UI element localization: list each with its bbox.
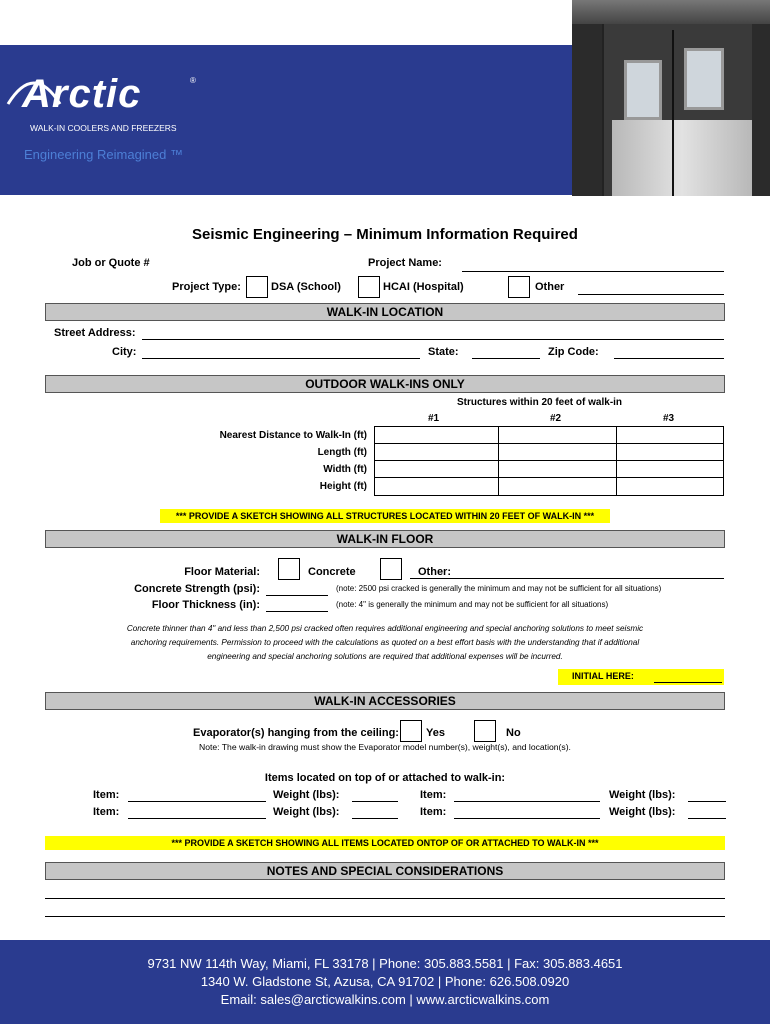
other-floor-label: Other:: [418, 566, 451, 578]
walk-in-floor-heading: WALK-IN FLOOR: [45, 530, 725, 548]
logo-wordmark: Arctic: [22, 72, 142, 116]
table-cell[interactable]: [374, 443, 499, 461]
table-cell[interactable]: [616, 443, 724, 461]
initial-here-box[interactable]: [558, 669, 724, 685]
weight-field[interactable]: [688, 801, 726, 802]
table-cell[interactable]: [498, 426, 617, 444]
weight-label: Weight (lbs):: [609, 789, 676, 801]
project-type-label: Project Type:: [172, 281, 241, 293]
other-floor-field[interactable]: [410, 578, 724, 579]
zip-code-field[interactable]: [614, 358, 724, 359]
walk-in-location-heading: WALK-IN LOCATION: [45, 303, 725, 321]
logo-registered-mark: ®: [190, 76, 196, 85]
floor-thickness-note: (note: 4" is generally the minimum and may not be sufficient for all situations): [336, 600, 609, 609]
footer: [0, 940, 770, 1024]
item-field[interactable]: [128, 818, 266, 819]
city-label: City:: [112, 346, 137, 358]
row-label-height: Height (ft): [319, 481, 367, 492]
table-cell[interactable]: [498, 443, 617, 461]
form-title: Seismic Engineering – Minimum Information Required: [192, 226, 578, 243]
item-field[interactable]: [454, 818, 600, 819]
notes-line[interactable]: [45, 916, 725, 917]
concrete-strength-label: Concrete Strength (psi):: [134, 583, 260, 595]
other-type-checkbox[interactable]: [508, 276, 530, 298]
weight-field[interactable]: [352, 818, 398, 819]
zip-code-label: Zip Code:: [548, 346, 599, 358]
column-2-header: #2: [550, 413, 562, 424]
city-field[interactable]: [142, 358, 420, 359]
walk-in-accessories-heading: WALK-IN ACCESSORIES: [45, 692, 725, 710]
item-label: Item:: [420, 806, 447, 818]
disclaimer-line: Concrete thinner than 4" and less than 2,500 psi cracked often requires additional engineering and special anchoring solutions to meet seismic: [126, 624, 644, 633]
street-address-field[interactable]: [142, 339, 724, 340]
initial-here-label: INITIAL HERE:: [572, 671, 634, 681]
project-name-field[interactable]: [462, 271, 724, 272]
hcai-hospital-checkbox[interactable]: [358, 276, 380, 298]
table-cell[interactable]: [498, 477, 617, 496]
column-1-header: #1: [428, 413, 440, 424]
evaporator-no-label: No: [506, 727, 521, 739]
table-cell[interactable]: [374, 477, 499, 496]
footer-contact[interactable]: Email: sales@arcticwalkins.com | www.arcticwalkins.com: [220, 992, 550, 1007]
item-label: Item:: [93, 806, 120, 818]
street-address-label: Street Address:: [54, 327, 136, 339]
row-label-length: Length (ft): [317, 447, 367, 458]
evaporator-label: Evaporator(s) hanging from the ceiling:: [193, 727, 399, 739]
concrete-strength-note: (note: 2500 psi cracked is generally the minimum and may not be sufficient for all situations): [336, 584, 662, 593]
floor-material-label: Floor Material:: [184, 566, 260, 578]
structures-caption: Structures within 20 feet of walk-in: [457, 397, 623, 408]
table-cell[interactable]: [616, 477, 724, 496]
other-floor-checkbox[interactable]: [380, 558, 402, 580]
table-cell[interactable]: [616, 460, 724, 478]
concrete-checkbox[interactable]: [278, 558, 300, 580]
arctic-logo: [0, 62, 230, 142]
footer-address-miami: 9731 NW 114th Way, Miami, FL 33178 | Phone: 305.883.5581 | Fax: 305.883.4651: [147, 956, 623, 971]
evaporator-yes-checkbox[interactable]: [400, 720, 422, 742]
weight-label: Weight (lbs):: [609, 806, 676, 818]
item-label: Item:: [420, 789, 447, 801]
concrete-disclaimer: [40, 622, 730, 664]
disclaimer-line: anchoring requirements. Permission to proceed with the calculations as quoted on a best effort basis with the understanding that if additional: [130, 638, 640, 647]
job-quote-label: Job or Quote #: [72, 257, 150, 269]
table-cell[interactable]: [374, 460, 499, 478]
concrete-strength-field[interactable]: [266, 595, 328, 596]
structures-sketch-notice: *** PROVIDE A SKETCH SHOWING ALL STRUCTURES LOCATED WITHIN 20 FEET OF WALK-IN ***: [160, 509, 610, 523]
table-cell[interactable]: [374, 426, 499, 444]
column-3-header: #3: [663, 413, 675, 424]
dsa-school-label: DSA (School): [271, 281, 341, 293]
row-label-width: Width (ft): [323, 464, 367, 475]
project-name-label: Project Name:: [368, 257, 442, 269]
hcai-hospital-label: HCAI (Hospital): [383, 281, 464, 293]
state-field[interactable]: [472, 358, 540, 359]
weight-label: Weight (lbs):: [273, 789, 340, 801]
slogan: Engineering Reimagined ™: [24, 147, 183, 162]
evaporator-note: Note: The walk-in drawing must show the Evaporator model number(s), weight(s), and location(s).: [199, 742, 571, 752]
evaporator-yes-label: Yes: [426, 727, 445, 739]
item-field[interactable]: [128, 801, 266, 802]
weight-label: Weight (lbs):: [273, 806, 340, 818]
logo-tagline: WALK-IN COOLERS AND FREEZERS: [30, 123, 177, 133]
floor-thickness-field[interactable]: [266, 611, 328, 612]
footer-address-azusa: 1340 W. Gladstone St, Azusa, CA 91702 | Phone: 626.508.0920: [200, 974, 570, 989]
concrete-label: Concrete: [308, 566, 356, 578]
items-sketch-notice: *** PROVIDE A SKETCH SHOWING ALL ITEMS LOCATED ONTOP OF OR ATTACHED TO WALK-IN ***: [45, 836, 725, 850]
outdoor-walk-ins-heading: OUTDOOR WALK-INS ONLY: [45, 375, 725, 393]
other-type-label: Other: [535, 281, 565, 293]
structures-table: [374, 426, 724, 496]
other-type-field[interactable]: [578, 294, 724, 295]
item-label: Item:: [93, 789, 120, 801]
state-label: State:: [428, 346, 459, 358]
evaporator-no-checkbox[interactable]: [474, 720, 496, 742]
table-cell[interactable]: [616, 426, 724, 444]
weight-field[interactable]: [688, 818, 726, 819]
weight-field[interactable]: [352, 801, 398, 802]
item-field[interactable]: [454, 801, 600, 802]
notes-heading: NOTES AND SPECIAL CONSIDERATIONS: [45, 862, 725, 880]
walk-in-door-photo: [572, 0, 770, 196]
floor-thickness-label: Floor Thickness (in):: [151, 599, 260, 611]
row-label-distance: Nearest Distance to Walk-In (ft): [219, 430, 367, 441]
items-heading: Items located on top of or attached to walk-in:: [264, 772, 506, 784]
notes-line[interactable]: [45, 898, 725, 899]
table-cell[interactable]: [498, 460, 617, 478]
disclaimer-line: engineering and special anchoring solutions are required that additional expenses will be incurred.: [207, 652, 563, 661]
dsa-school-checkbox[interactable]: [246, 276, 268, 298]
